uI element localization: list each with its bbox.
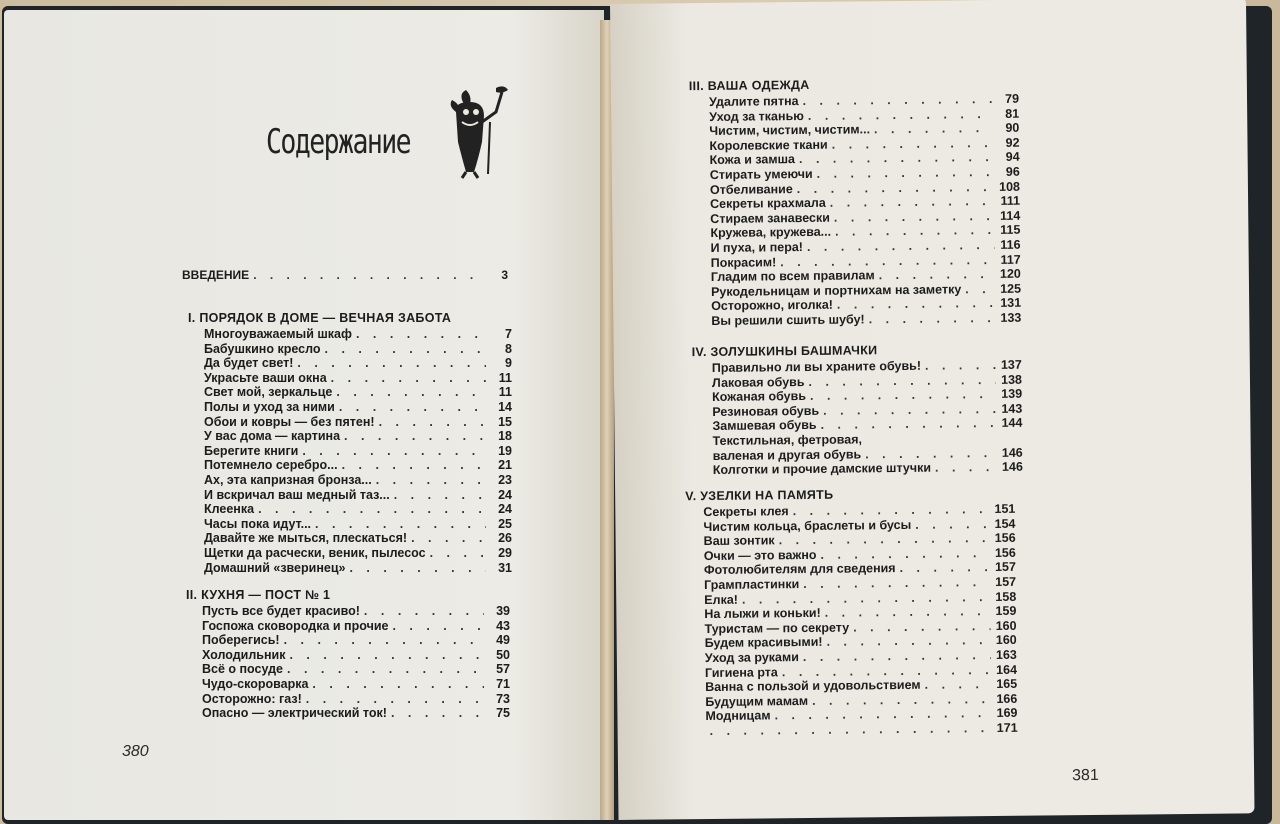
- toc-item-title: Кожаная обувь: [712, 389, 807, 405]
- leader-dots: [835, 223, 994, 239]
- toc-item-page: 21: [498, 458, 512, 473]
- toc-item-title: И пуха, и пера!: [710, 239, 804, 255]
- toc-item-page: 15: [498, 414, 512, 429]
- leader-dots: [392, 619, 484, 634]
- toc-item-title: Осторожно: газ!: [202, 691, 302, 706]
- toc-item-page: 31: [498, 560, 512, 575]
- toc-item[interactable]: [202, 692, 510, 707]
- toc-section: [180, 588, 510, 721]
- toc-item-title: Рукодельницам и портнихам на заметку: [710, 282, 962, 299]
- toc-item-page: 9: [505, 356, 512, 371]
- toc-item-page: 8: [505, 341, 512, 356]
- toc-section: [689, 76, 1022, 329]
- toc-section: [685, 486, 1018, 739]
- toc-item-title: Грампластинки: [704, 577, 800, 593]
- leader-dots: [287, 662, 484, 677]
- toc-item-page: 163: [995, 647, 1017, 662]
- toc-item-page: 39: [496, 604, 510, 618]
- toc-title: Содержание: [266, 122, 411, 162]
- toc-item-title: Кожа и замша: [709, 152, 796, 168]
- toc-item-title: Замшевая обувь: [712, 418, 817, 434]
- toc-item-page: 160: [995, 618, 1017, 633]
- toc-item-title: Очки — это важно: [703, 547, 817, 563]
- section-items: [182, 327, 512, 575]
- toc-item-title: И вскричал ваш медный таз...: [204, 487, 390, 502]
- toc-item-title: Полы и уход за ними: [204, 399, 335, 414]
- toc-item-title: Госпожа сковородка и прочие: [202, 618, 389, 633]
- leader-dots: [915, 517, 989, 532]
- toc-item-page: 156: [994, 545, 1016, 560]
- toc-item-title: Осторожно, иголка!: [711, 297, 833, 314]
- leader-dots: [284, 633, 484, 648]
- toc-item-title: Ванна с пользой и удовольствием: [705, 677, 921, 695]
- leader-dots: [325, 342, 486, 357]
- leader-dots: [312, 677, 484, 692]
- toc-item-page: 19: [498, 443, 512, 458]
- leader-dots: [411, 531, 486, 546]
- toc-item-title: Чистим, чистим, чистим...: [709, 122, 871, 139]
- toc-item-page: 137: [1000, 357, 1022, 372]
- toc-item-page: 159: [995, 603, 1017, 619]
- toc-item-page: 18: [498, 429, 512, 444]
- toc-item-title: Да будет свет!: [204, 356, 294, 371]
- toc-item-title: Многоуважаемый шкаф: [204, 327, 352, 341]
- toc-item[interactable]: [202, 619, 510, 634]
- leader-dots: [302, 444, 486, 459]
- toc-item[interactable]: [204, 444, 512, 459]
- leader-dots: [394, 488, 486, 503]
- leader-dots: [925, 358, 996, 373]
- toc-item-page: 157: [994, 560, 1016, 575]
- toc-item-page: 133: [1000, 310, 1022, 325]
- toc-item[interactable]: [202, 604, 510, 619]
- toc-item-page: 3: [501, 268, 508, 282]
- toc-item-title: Берегите книги: [204, 443, 299, 458]
- toc-item-page: 11: [498, 370, 512, 385]
- toc-item-page: 49: [496, 633, 510, 648]
- toc-item-title: Будущим мамам: [705, 693, 809, 709]
- toc-item-title: Уход за руками: [704, 649, 799, 665]
- leader-dots: [339, 400, 486, 415]
- toc-item-title: Бабушкино кресло: [204, 341, 321, 356]
- toc-item-page: 166: [996, 691, 1018, 706]
- toc-item-title: Всё о посуде: [202, 662, 284, 677]
- leader-dots: [430, 546, 486, 561]
- toc-item[interactable]: [204, 531, 512, 546]
- leader-dots: [832, 136, 994, 152]
- toc-item-page: 14: [498, 399, 512, 414]
- leader-dots: [821, 416, 997, 432]
- toc-item-title: Будем красивыми!: [704, 635, 823, 651]
- toc-item-title: Покрасим!: [710, 254, 777, 270]
- section-heading: I. ПОРЯДОК В ДОМЕ — ВЕЧНАЯ ЗАБОТА: [188, 311, 452, 325]
- toc-item-page: 73: [496, 691, 510, 706]
- toc-item-title: Королевские ткани: [709, 137, 828, 153]
- toc-item-page: 131: [1000, 296, 1022, 311]
- toc-item-title: Лаковая обувь: [711, 374, 805, 390]
- toc-item[interactable]: [204, 473, 512, 488]
- toc-item-title: Чистим кольца, браслеты и бусы: [703, 517, 912, 534]
- toc-item[interactable]: [713, 460, 1023, 478]
- toc-item-title: Елка!: [704, 592, 738, 607]
- toc-item-page: 139: [1001, 386, 1023, 402]
- toc-item-page: 116: [1000, 237, 1021, 252]
- toc-item[interactable]: [202, 648, 510, 663]
- leader-dots: [837, 296, 995, 312]
- toc-section: [692, 342, 1023, 478]
- toc-item-page: 158: [995, 589, 1017, 604]
- toc-item-title: Щетки да расчески, веник, пылесос: [204, 545, 426, 560]
- toc-item-page: 171: [996, 720, 1018, 735]
- leader-dots: [376, 473, 486, 488]
- toc-item-title: Украсьте ваши окна: [204, 370, 327, 385]
- leader-dots: [965, 282, 995, 297]
- leader-dots: [344, 429, 486, 444]
- toc-item-title: Туристам — по секрету: [704, 620, 850, 636]
- toc-item-page: 79: [1005, 91, 1020, 106]
- toc-item-title: Чудо-скороварка: [202, 676, 309, 691]
- section-heading: II. КУХНЯ — ПОСТ № 1: [186, 588, 331, 602]
- toc-item-title: Уход за тканью: [709, 108, 804, 124]
- toc-item-page: 43: [496, 618, 510, 633]
- toc-item-page: 92: [1005, 135, 1020, 150]
- toc-item-title: Фотолюбителям для сведения: [703, 561, 896, 578]
- leader-dots: [253, 268, 482, 283]
- toc-item-page: 111: [1000, 193, 1021, 209]
- toc-item-page: 117: [1000, 252, 1021, 267]
- toc-item-page: 146: [1001, 445, 1023, 460]
- toc-item-page: 115: [1000, 223, 1021, 238]
- toc-item-page: 143: [1001, 401, 1023, 416]
- toc-item-title: Вы решили сшить шубу!: [711, 312, 865, 328]
- toc-item-title: Клеенка: [204, 502, 255, 517]
- toc-item-page: 7: [505, 327, 512, 341]
- toc-item-title: Отбеливание: [709, 181, 793, 197]
- toc-item-page: 154: [994, 516, 1016, 531]
- leader-dots: [834, 209, 995, 225]
- toc-item-page: 114: [999, 208, 1021, 223]
- toc-item[interactable]: [202, 633, 510, 648]
- leader-dots: [315, 517, 486, 532]
- toc-item-title: Часы пока идут...: [204, 516, 312, 531]
- toc-item-page: 81: [1005, 106, 1020, 121]
- toc-item[interactable]: [202, 706, 510, 721]
- section-heading: III. ВАША ОДЕЖДА: [688, 77, 810, 94]
- toc-item[interactable]: [204, 400, 512, 415]
- leader-dots: [899, 560, 990, 576]
- toc-item[interactable]: [204, 385, 512, 400]
- toc-item[interactable]: [204, 356, 512, 371]
- page-number: 380: [122, 743, 149, 760]
- leader-dots: [874, 121, 993, 137]
- leader-dots: [342, 458, 486, 473]
- toc-item-page: 144: [1001, 416, 1023, 431]
- section-heading: IV. ЗОЛУШКИНЫ БАШМАЧКИ: [691, 343, 878, 360]
- toc-item-page: 120: [999, 266, 1021, 282]
- section-items: [180, 604, 510, 721]
- toc-item-title: валеная и другая обувь: [712, 446, 862, 463]
- toc-item[interactable]: [204, 327, 512, 342]
- toc-item-title: Холодильник: [202, 647, 286, 662]
- leader-dots: [356, 327, 486, 342]
- toc-section: [182, 311, 512, 575]
- toc-item-title: У вас дома — картина: [204, 429, 341, 444]
- toc-item-title: Стираем занавески: [710, 210, 830, 226]
- toc-item[interactable]: [202, 677, 510, 692]
- toc-item-title: Колготки и прочие дамские штучки: [712, 460, 932, 478]
- toc-item-title: Поберегись!: [202, 633, 280, 648]
- toc-item-title: Стирать умеючи: [709, 166, 813, 182]
- toc-item-title: Гладим по всем правилам: [710, 268, 875, 285]
- toc-item-page: 94: [1005, 150, 1020, 165]
- toc-item-title: Ах, эта капризная бронза...: [204, 472, 372, 487]
- toc-item-title: Домашний «зверинец»: [204, 560, 346, 575]
- toc-item-title: Текстильная, фетровая,: [712, 432, 863, 448]
- toc-item-page: 90: [1005, 120, 1020, 136]
- toc-item-page: 50: [496, 647, 510, 662]
- toc-item[interactable]: [204, 415, 512, 430]
- leader-dots: [925, 677, 992, 692]
- toc-item[interactable]: [204, 546, 512, 561]
- right-page: [610, 0, 1255, 820]
- toc-item-title: Пусть все будет красиво!: [202, 604, 360, 618]
- toc-item-title: Свет мой, зеркальце: [204, 385, 333, 400]
- toc-item[interactable]: [204, 502, 512, 517]
- leader-dots: [853, 619, 991, 635]
- toc-item[interactable]: [706, 721, 1018, 739]
- toc-item[interactable]: [204, 458, 512, 473]
- toc-item-page: 29: [498, 545, 512, 560]
- toc-item-title: Модницам: [705, 708, 771, 724]
- toc-item-page: 160: [995, 633, 1017, 648]
- toc-item[interactable]: [204, 429, 512, 444]
- toc-item-title: На лыжи и коньки!: [704, 605, 821, 622]
- toc-item[interactable]: [204, 561, 512, 576]
- toc-item-page: 57: [496, 662, 510, 677]
- leader-dots: [289, 648, 484, 663]
- mascot-illustration: [444, 82, 514, 182]
- toc-item-title: Опасно — электрический ток!: [202, 706, 387, 721]
- page-number: 381: [1072, 766, 1099, 785]
- leader-dots: [879, 267, 995, 283]
- toc-item-page: 157: [995, 574, 1017, 589]
- toc-item[interactable]: [204, 371, 512, 386]
- toc-item-title: Секреты клея: [703, 504, 789, 520]
- toc-item-page: 24: [498, 487, 512, 502]
- toc-item-page: 146: [1001, 459, 1023, 475]
- toc-item[interactable]: [204, 488, 512, 503]
- toc-item-title: Давайте же мыться, плескаться!: [204, 531, 408, 546]
- leader-dots: [379, 415, 486, 430]
- toc-item-title: Кружева, кружева...: [710, 225, 832, 241]
- left-page: [4, 10, 604, 820]
- toc-item[interactable]: [204, 517, 512, 532]
- leader-dots: [391, 706, 484, 721]
- leader-dots: [935, 460, 997, 475]
- leader-dots: [349, 561, 486, 576]
- toc-item-page: 151: [994, 501, 1016, 517]
- toc-item-page: 26: [498, 531, 512, 546]
- leader-dots: [865, 446, 997, 462]
- toc-item-title: Потемнело серебро...: [204, 458, 338, 473]
- toc-item-page: 75: [496, 706, 510, 721]
- toc-item-page: 156: [994, 530, 1016, 546]
- section-items: [689, 92, 1021, 329]
- leader-dots: [306, 692, 484, 707]
- toc-item[interactable]: [711, 311, 1021, 329]
- toc-item-title: ВВЕДЕНИЕ: [182, 268, 250, 282]
- toc-item-title: Обои и ковры — без пятен!: [204, 414, 375, 429]
- toc-item-page: 165: [996, 676, 1018, 692]
- toc-item[interactable]: [202, 662, 510, 677]
- section-items: [685, 502, 1017, 739]
- toc-item-title: Гигиена рта: [704, 664, 778, 680]
- toc-item-page: 71: [496, 676, 510, 691]
- leader-dots: [336, 385, 486, 400]
- toc-item-page: 108: [998, 179, 1021, 194]
- toc-item-title: Правильно ли вы храните обувь!: [711, 358, 922, 375]
- toc-item[interactable]: [204, 342, 512, 357]
- leader-dots: [331, 371, 486, 386]
- toc-item-page: 138: [1001, 372, 1023, 387]
- toc-item-page: 11: [498, 385, 512, 400]
- toc-item-title: Удалите пятна: [708, 94, 799, 109]
- leader-dots: [869, 311, 996, 327]
- section-heading: V. УЗЕЛКИ НА ПАМЯТЬ: [685, 487, 834, 504]
- toc-item-page: 25: [498, 516, 512, 531]
- leader-dots: [364, 604, 484, 619]
- leader-dots: [710, 721, 992, 739]
- toc-item-page: 96: [1005, 164, 1020, 179]
- toc-item-page: 24: [498, 502, 512, 517]
- leader-dots: [297, 356, 486, 371]
- toc-item-page: 23: [498, 472, 512, 487]
- toc-intro-row[interactable]: [182, 268, 508, 283]
- leader-dots: [258, 502, 486, 517]
- toc-item-title: Ваш зонтик: [703, 533, 775, 549]
- toc-item-page: 164: [996, 662, 1018, 677]
- section-items: [692, 358, 1023, 478]
- toc-item-title: Секреты крахмала: [710, 195, 826, 212]
- toc-item-page: 169: [996, 706, 1018, 721]
- toc-item-page: 125: [1000, 281, 1022, 296]
- toc-item-title: Резиновая обувь: [712, 403, 820, 419]
